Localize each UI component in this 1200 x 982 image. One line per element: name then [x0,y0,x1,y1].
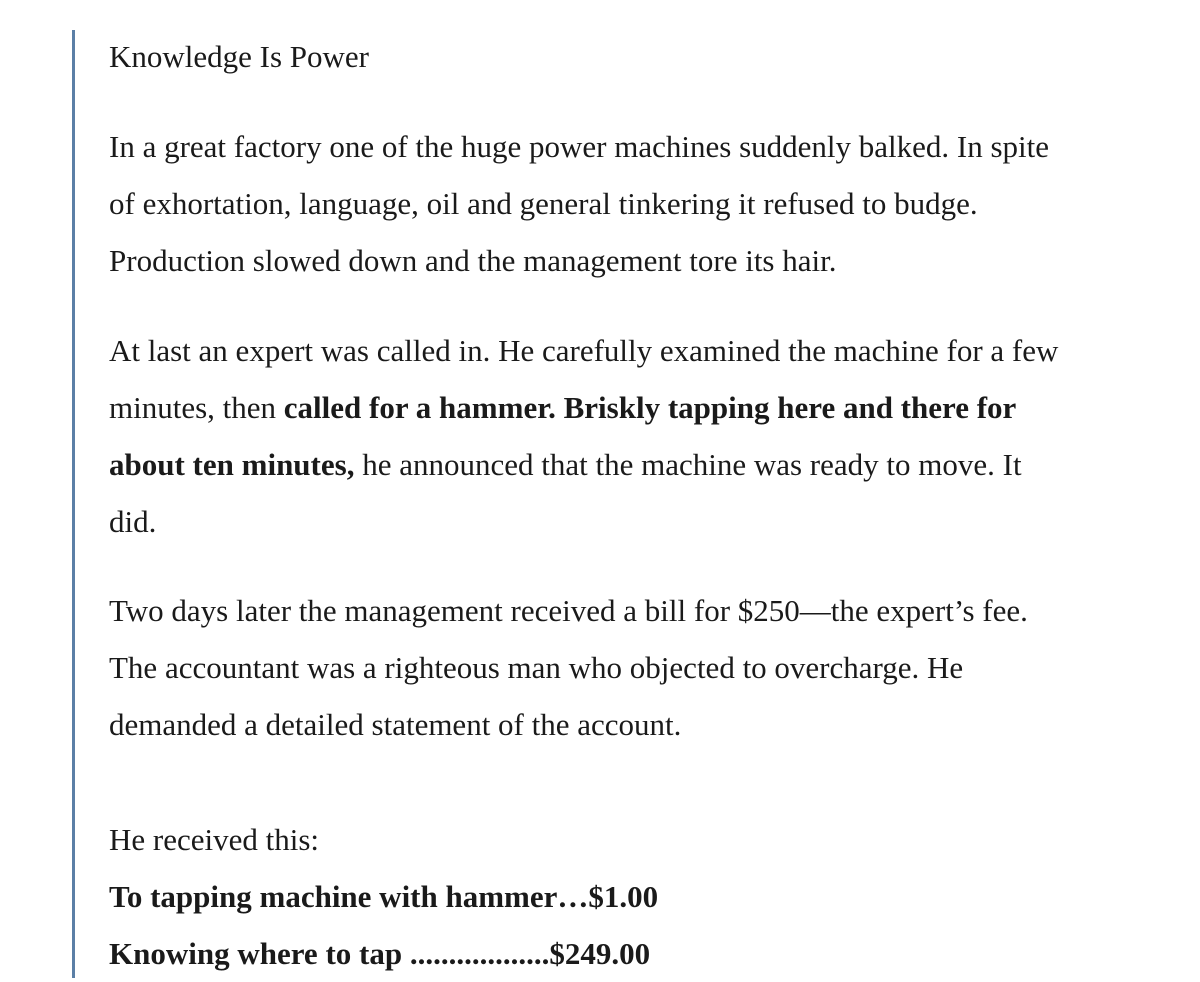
paragraph-expert-bold-text: called for a hammer. Briskly tapping here and there for about ten minutes, [109,390,1016,482]
blockquote [72,30,1062,978]
paragraph-expert-text-end: he announced that the machine was ready to move. It did. [109,447,1022,539]
statement-line-tapping: To tapping machine with hammer…$1.00 [109,879,659,914]
statement-block [109,811,1059,982]
paragraph-expert [109,322,1059,550]
statement-line-knowing: Knowing where to tap ..................$249.00 [109,936,651,971]
paragraph-factory: In a great factory one of the huge power machines suddenly balked. In spite of exhortation, language, oil and general tinkering it refused to budge. Production slowed down and the management tore its hair. [109,129,1050,278]
paragraph-expert-text-start: At last an expert was called in. He carefully examined the machine for a few minutes, then [109,333,1059,425]
story-title: Knowledge Is Power [109,39,370,74]
statement-intro: He received this: [109,822,320,857]
paragraph-bill: Two days later the management received a bill for $250—the expert’s fee. The accountant was a righteous man who objected to overcharge. He demanded a detailed statement of the account. [109,593,1028,742]
